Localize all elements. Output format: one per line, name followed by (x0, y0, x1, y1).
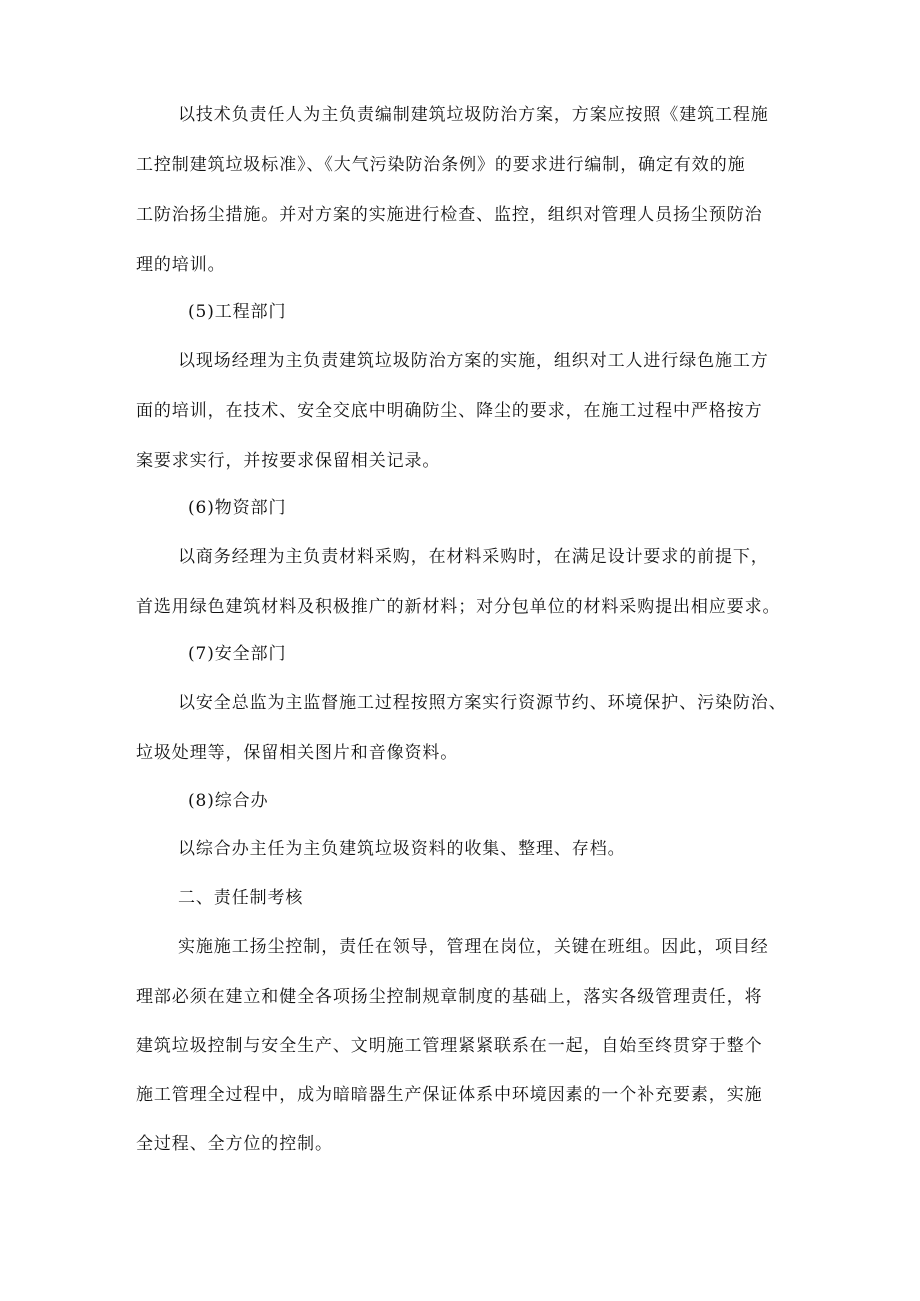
paragraph-line: 以技术负责任人为主负责编制建筑垃圾防治方案，方案应按照《建筑工程施 (178, 105, 769, 125)
paragraph-line: 以商务经理为主负责材料采购，在材料采购时，在满足设计要求的前提下， (178, 547, 769, 567)
section-heading: (7)安全部门 (188, 644, 287, 664)
paragraph-line: 以综合办主任为主负建筑垃圾资料的收集、整理、存档。 (178, 839, 626, 859)
paragraph-line: 垃圾处理等，保留相关图片和音像资料。 (136, 743, 459, 763)
paragraph-line: 实施施工扬尘控制，责任在领导，管理在岗位，关键在班组。因此，项目经 (178, 937, 769, 957)
section-heading: (6)物资部门 (188, 498, 287, 518)
paragraph-line: 以现场经理为主负责建筑垃圾防治方案的实施，组织对工人进行绿色施工方 (178, 351, 769, 371)
paragraph-line: 施工管理全过程中，成为暗暗器生产保证体系中环境因素的一个补充要素，实施 (136, 1085, 763, 1105)
section-heading: (5)工程部门 (188, 302, 287, 322)
paragraph-line: 工控制建筑垃圾标准》、《大气污染防治条例》的要求进行编制，确定有效的施 (136, 155, 746, 175)
section-heading: (8)综合办 (188, 791, 269, 811)
paragraph-line: 以安全总监为主监督施工过程按照方案实行资源节约、环境保护、污染防治、 (178, 693, 787, 713)
paragraph-line: 案要求实行，并按要求保留相关记录。 (136, 451, 441, 471)
paragraph-line: 面的培训，在技术、安全交底中明确防尘、降尘的要求，在施工过程中严格按方 (136, 401, 763, 421)
paragraph-line: 建筑垃圾控制与安全生产、文明施工管理紧紧联系在一起，自始至终贯穿于整个 (136, 1036, 763, 1056)
paragraph-line: 理的培训。 (136, 255, 226, 275)
paragraph-line: 全过程、全方位的控制。 (136, 1134, 333, 1154)
paragraph-line: 工防治扬尘措施。并对方案的实施进行检查、监控，组织对管理人员扬尘预防治 (136, 205, 763, 225)
section-heading: 二、责任制考核 (178, 888, 304, 908)
paragraph-line: 首选用绿色建筑材料及积极推广的新材料；对分包单位的材料采购提出相应要求。 (136, 597, 781, 617)
paragraph-line: 理部必须在建立和健全各项扬尘控制规章制度的基础上，落实各级管理责任，将 (136, 987, 763, 1007)
